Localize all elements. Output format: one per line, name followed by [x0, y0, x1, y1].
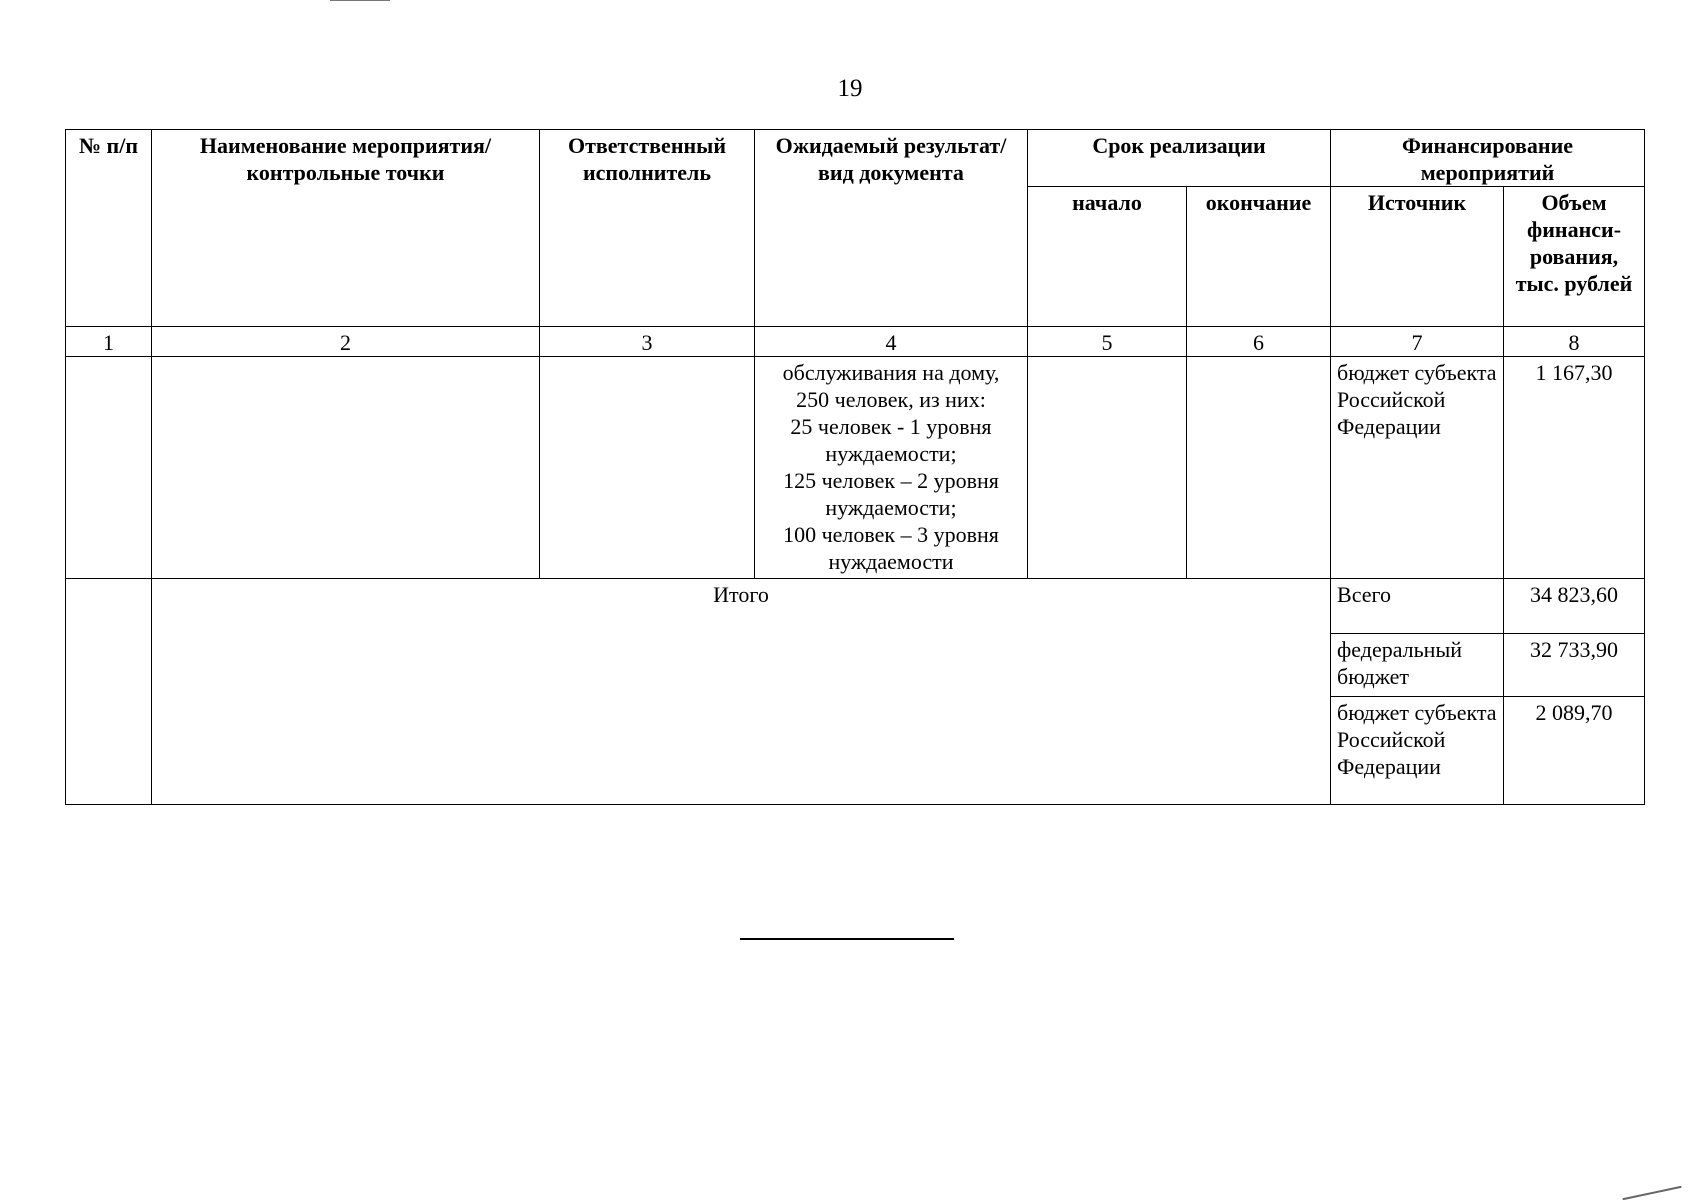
header-fin-source: Источник	[1331, 187, 1504, 327]
result-line: нуждаемости;	[825, 495, 957, 520]
cell-result	[755, 357, 1028, 579]
total-volume: 32 733,90	[1504, 634, 1645, 697]
total-volume: 2 089,70	[1504, 697, 1645, 805]
total-cell-no	[66, 579, 152, 805]
total-source: Всего	[1331, 579, 1504, 634]
result-line: 250 человек, из них:	[796, 387, 986, 412]
column-number: 3	[540, 327, 755, 357]
result-line: нуждаемости;	[825, 441, 957, 466]
table-row	[66, 357, 1645, 579]
header-col-result: Ожидаемый результат/вид документа	[755, 130, 1028, 327]
end-separator-line	[740, 938, 954, 940]
header-col-financing: Финансирование мероприятий	[1331, 130, 1645, 187]
result-line: нуждаемости	[828, 549, 954, 574]
cell-fin-volume: 1 167,30	[1504, 357, 1645, 579]
column-number: 6	[1187, 327, 1331, 357]
cell-name	[152, 357, 540, 579]
header-col-no: № п/п	[66, 130, 152, 327]
header-term-start: начало	[1028, 187, 1187, 327]
total-source: бюджет субъекта Российской Федерации	[1331, 697, 1504, 805]
column-number: 7	[1331, 327, 1504, 357]
column-number: 1	[66, 327, 152, 357]
result-line: 125 человек – 2 уровня	[783, 468, 999, 493]
column-number: 8	[1504, 327, 1645, 357]
total-source: федеральный бюджет	[1331, 634, 1504, 697]
total-row-all	[66, 579, 1645, 634]
cell-term-start	[1028, 357, 1187, 579]
page-number: 19	[837, 75, 863, 102]
header-col-responsible: Ответственный исполнитель	[540, 130, 755, 327]
column-number-row	[66, 327, 1645, 357]
cell-responsible	[540, 357, 755, 579]
cell-no	[66, 357, 152, 579]
cell-term-end	[1187, 357, 1331, 579]
total-volume: 34 823,60	[1504, 579, 1645, 634]
header-col-name: Наименование мероприятия/ контрольные точки	[152, 130, 540, 327]
activity-plan-table	[65, 129, 1645, 805]
header-term-end: окончание	[1187, 187, 1331, 327]
column-number: 2	[152, 327, 540, 357]
header-row-1	[66, 130, 1645, 187]
column-number: 4	[755, 327, 1028, 357]
header-col-term: Срок реализации	[1028, 130, 1331, 187]
cell-fin-source: бюджет субъекта Российской Федерации	[1331, 357, 1504, 579]
result-line: 25 человек - 1 уровня	[790, 414, 992, 439]
column-number: 5	[1028, 327, 1187, 357]
result-line: 100 человек – 3 уровня	[783, 522, 999, 547]
header-fin-volume: Объем финанси-рования, тыс. рублей	[1504, 187, 1645, 327]
total-label: Итого	[152, 579, 1331, 805]
result-line: обслуживания на дому,	[782, 360, 1000, 385]
scan-mark-top	[330, 0, 390, 1]
scan-mark-corner	[1622, 1186, 1681, 1200]
